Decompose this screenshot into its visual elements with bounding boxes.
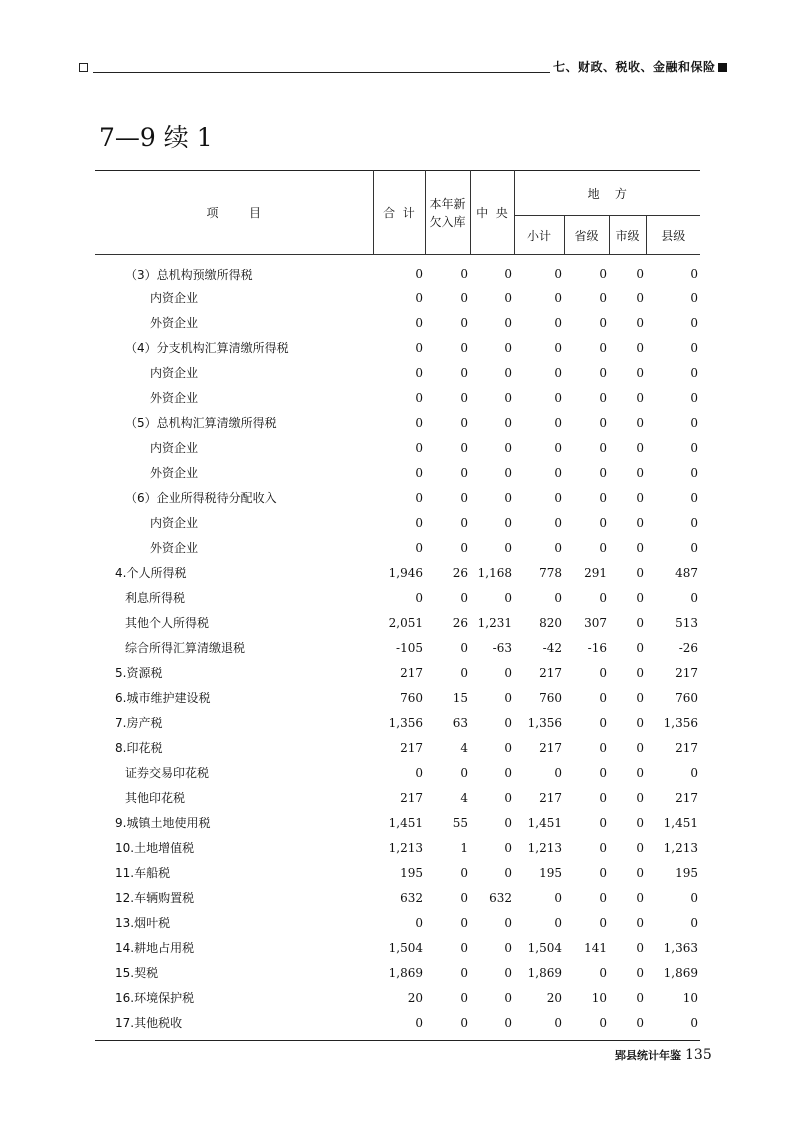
cell-local-city: 0 xyxy=(636,565,644,580)
cell-local-city: 0 xyxy=(636,415,644,430)
cell-arrears: 0 xyxy=(460,340,468,355)
cell-total: 2,051 xyxy=(388,615,423,630)
row-label: 13.烟叶税 xyxy=(115,916,171,930)
cell-local-subtotal: 820 xyxy=(539,615,562,630)
cell-local-province: 0 xyxy=(599,340,607,355)
cell-local-city: 0 xyxy=(636,440,644,455)
cell-local-province: 0 xyxy=(599,915,607,930)
cell-arrears: 0 xyxy=(460,465,468,480)
row-label: 15.契税 xyxy=(115,966,159,980)
cell-local-subtotal: 0 xyxy=(554,1015,562,1030)
cell-local-city: 0 xyxy=(636,390,644,405)
cell-total: 0 xyxy=(415,267,423,281)
table-row xyxy=(95,610,700,635)
cell-local-province: 0 xyxy=(599,290,607,305)
cell-total: -105 xyxy=(396,640,423,655)
cell-central: 0 xyxy=(504,590,512,605)
cell-arrears: 55 xyxy=(452,815,468,830)
cell-local-province: 0 xyxy=(599,365,607,380)
cell-local-county: 10 xyxy=(682,990,699,1005)
table-row xyxy=(95,635,700,660)
cell-local-province: 307 xyxy=(584,615,607,630)
cell-local-subtotal: 0 xyxy=(554,465,562,480)
cell-local-province: 291 xyxy=(584,565,607,580)
cell-local-subtotal: 0 xyxy=(554,267,562,281)
cell-local-province: 0 xyxy=(599,965,607,980)
cell-arrears: 0 xyxy=(460,540,468,555)
cell-central: 0 xyxy=(504,740,512,755)
row-label: 12.车辆购置税 xyxy=(115,891,195,905)
cell-arrears: 0 xyxy=(460,865,468,880)
cell-local-city: 0 xyxy=(636,865,644,880)
cell-local-province: 0 xyxy=(599,415,607,430)
row-label: （4）分支机构汇算清缴所得税 xyxy=(125,341,289,355)
col-header-local-subtotal: 小计 xyxy=(514,216,564,255)
cell-local-city: 0 xyxy=(636,540,644,555)
cell-arrears: 0 xyxy=(460,890,468,905)
cell-total: 1,946 xyxy=(388,565,423,580)
cell-local-province: 0 xyxy=(599,840,607,855)
cell-local-subtotal: 0 xyxy=(554,315,562,330)
row-label: 11.车船税 xyxy=(115,866,171,880)
cell-total: 217 xyxy=(400,740,423,755)
cell-local-county: 217 xyxy=(675,740,699,755)
row-label: 内资企业 xyxy=(150,291,199,305)
cell-local-province: -16 xyxy=(587,640,607,655)
cell-local-subtotal: 0 xyxy=(554,515,562,530)
cell-local-subtotal: 0 xyxy=(554,390,562,405)
cell-local-county: 0 xyxy=(690,415,699,430)
cell-total: 1,213 xyxy=(388,840,423,855)
cell-total: 195 xyxy=(400,865,423,880)
cell-local-subtotal: 1,451 xyxy=(527,815,562,830)
tax-table xyxy=(95,170,700,1041)
cell-local-city: 0 xyxy=(636,965,644,980)
cell-arrears: 0 xyxy=(460,490,468,505)
cell-local-county: 1,213 xyxy=(663,840,699,855)
cell-local-county: 0 xyxy=(690,915,699,930)
cell-arrears: 0 xyxy=(460,365,468,380)
cell-local-county: 1,869 xyxy=(663,965,699,980)
cell-local-subtotal: 760 xyxy=(539,690,562,705)
cell-local-county: 0 xyxy=(690,540,699,555)
cell-local-city: 0 xyxy=(636,315,644,330)
cell-local-province: 0 xyxy=(599,790,607,805)
col-header-local-county: 县级 xyxy=(646,216,700,255)
cell-local-city: 0 xyxy=(636,590,644,605)
row-label: 16.环境保护税 xyxy=(115,991,195,1005)
cell-local-county: 513 xyxy=(675,615,699,630)
cell-local-subtotal: 217 xyxy=(539,790,562,805)
cell-total: 0 xyxy=(415,765,423,780)
cell-central: 0 xyxy=(504,715,512,730)
row-label: 14.耕地占用税 xyxy=(115,941,195,955)
page-number: 135 xyxy=(685,1047,712,1063)
row-label: 5.资源税 xyxy=(115,666,163,680)
cell-local-subtotal: 0 xyxy=(554,290,562,305)
header-block-icon xyxy=(718,63,727,72)
cell-central: 0 xyxy=(504,790,512,805)
cell-local-city: 0 xyxy=(636,515,644,530)
table-row xyxy=(95,885,700,910)
cell-local-province: 0 xyxy=(599,740,607,755)
cell-local-county: 0 xyxy=(690,590,699,605)
cell-arrears: 0 xyxy=(460,940,468,955)
cell-local-city: 0 xyxy=(636,267,644,281)
cell-local-city: 0 xyxy=(636,290,644,305)
cell-local-county: -26 xyxy=(678,640,699,655)
cell-local-county: 0 xyxy=(690,465,699,480)
cell-central: 0 xyxy=(504,540,512,555)
cell-central: 0 xyxy=(504,690,512,705)
cell-arrears: 0 xyxy=(460,665,468,680)
cell-local-subtotal: 1,213 xyxy=(527,840,562,855)
row-label: 17.其他税收 xyxy=(115,1016,183,1030)
cell-central: 0 xyxy=(504,440,512,455)
cell-local-subtotal: 0 xyxy=(554,365,562,380)
cell-total: 632 xyxy=(400,890,423,905)
cell-arrears: 4 xyxy=(460,790,468,805)
table-row xyxy=(95,560,700,585)
cell-local-city: 0 xyxy=(636,815,644,830)
cell-central: 0 xyxy=(504,515,512,530)
cell-arrears: 0 xyxy=(460,315,468,330)
cell-local-province: 0 xyxy=(599,665,607,680)
row-label: （5）总机构汇算清缴所得税 xyxy=(125,416,277,430)
cell-local-province: 0 xyxy=(599,715,607,730)
table-title: 7—9 续 1 xyxy=(99,123,213,152)
cell-total: 0 xyxy=(415,465,423,480)
cell-central: 0 xyxy=(504,815,512,830)
col-header-total: 合 计 xyxy=(373,171,425,255)
cell-local-city: 0 xyxy=(636,765,644,780)
cell-local-county: 0 xyxy=(690,515,699,530)
cell-arrears: 63 xyxy=(452,715,468,730)
cell-local-county: 760 xyxy=(675,690,699,705)
table-row xyxy=(95,285,700,310)
cell-central: 0 xyxy=(504,965,512,980)
cell-central: 1,231 xyxy=(477,615,512,630)
row-label: （6）企业所得税待分配收入 xyxy=(125,491,277,505)
cell-local-subtotal: 217 xyxy=(539,665,562,680)
cell-local-subtotal: 1,869 xyxy=(527,965,562,980)
cell-total: 0 xyxy=(415,290,423,305)
table-row xyxy=(95,660,700,685)
row-label: 利息所得税 xyxy=(125,591,186,605)
chapter-header xyxy=(553,58,727,75)
cell-local-county: 0 xyxy=(690,340,699,355)
row-label: 综合所得汇算清缴退税 xyxy=(125,641,246,655)
table-body xyxy=(95,255,700,1041)
row-label: 其他印花税 xyxy=(125,791,186,805)
cell-local-city: 0 xyxy=(636,1015,644,1030)
cell-local-county: 217 xyxy=(675,790,699,805)
cell-local-city: 0 xyxy=(636,740,644,755)
cell-total: 217 xyxy=(400,665,423,680)
cell-total: 1,356 xyxy=(388,715,423,730)
cell-arrears: 1 xyxy=(460,840,468,855)
cell-arrears: 0 xyxy=(460,267,468,281)
row-label: 内资企业 xyxy=(150,366,199,380)
cell-central: 0 xyxy=(504,940,512,955)
cell-central: 632 xyxy=(489,890,512,905)
cell-total: 0 xyxy=(415,340,423,355)
table-row xyxy=(95,810,700,835)
col-header-local: 地 方 xyxy=(514,171,700,216)
cell-local-province: 0 xyxy=(599,1015,607,1030)
cell-local-city: 0 xyxy=(636,365,644,380)
row-label: 内资企业 xyxy=(150,441,199,455)
table-row xyxy=(95,710,700,735)
cell-local-county: 1,451 xyxy=(663,815,699,830)
cell-central: 0 xyxy=(504,290,512,305)
cell-central: 0 xyxy=(504,915,512,930)
table-row xyxy=(95,860,700,885)
cell-total: 20 xyxy=(407,990,423,1005)
cell-total: 1,504 xyxy=(388,940,423,955)
cell-local-subtotal: 1,504 xyxy=(527,940,562,955)
cell-total: 0 xyxy=(415,390,423,405)
cell-local-county: 217 xyxy=(675,665,699,680)
cell-total: 0 xyxy=(415,1015,423,1030)
col-header-central: 中 央 xyxy=(470,171,514,255)
cell-total: 0 xyxy=(415,590,423,605)
col-header-arrears: 本年新欠入库 xyxy=(425,171,470,255)
table-row xyxy=(95,510,700,535)
cell-local-province: 0 xyxy=(599,267,607,281)
cell-local-county: 0 xyxy=(690,765,699,780)
cell-local-subtotal: 0 xyxy=(554,765,562,780)
cell-arrears: 0 xyxy=(460,440,468,455)
cell-local-subtotal: 1,356 xyxy=(527,715,562,730)
cell-local-subtotal: 20 xyxy=(546,990,562,1005)
cell-local-county: 0 xyxy=(690,390,699,405)
cell-local-city: 0 xyxy=(636,640,644,655)
cell-total: 0 xyxy=(415,515,423,530)
table-row xyxy=(95,685,700,710)
table-row xyxy=(95,935,700,960)
cell-local-province: 10 xyxy=(591,990,607,1005)
col-header-local-province: 省级 xyxy=(564,216,609,255)
cell-local-city: 0 xyxy=(636,465,644,480)
cell-local-city: 0 xyxy=(636,915,644,930)
cell-central: 0 xyxy=(504,340,512,355)
cell-central: 0 xyxy=(504,840,512,855)
table-row xyxy=(95,760,700,785)
cell-arrears: 0 xyxy=(460,990,468,1005)
cell-arrears: 0 xyxy=(460,1015,468,1030)
cell-arrears: 0 xyxy=(460,915,468,930)
book-title: 郢县统计年鉴 xyxy=(615,1049,681,1062)
cell-local-city: 0 xyxy=(636,790,644,805)
cell-local-county: 0 xyxy=(690,315,699,330)
cell-local-province: 0 xyxy=(599,515,607,530)
cell-arrears: 26 xyxy=(452,565,468,580)
cell-arrears: 15 xyxy=(452,690,468,705)
cell-local-city: 0 xyxy=(636,690,644,705)
cell-local-city: 0 xyxy=(636,890,644,905)
cell-central: 1,168 xyxy=(477,565,512,580)
cell-local-county: 0 xyxy=(690,1015,699,1030)
chapter-title: 七、财政、税收、金融和保险 xyxy=(553,60,716,74)
cell-arrears: 0 xyxy=(460,965,468,980)
cell-central: 0 xyxy=(504,365,512,380)
cell-local-province: 0 xyxy=(599,390,607,405)
cell-local-province: 0 xyxy=(599,865,607,880)
cell-central: 0 xyxy=(504,415,512,430)
cell-local-county: 195 xyxy=(675,865,699,880)
table-row xyxy=(95,435,700,460)
cell-local-subtotal: 0 xyxy=(554,490,562,505)
cell-local-subtotal: 0 xyxy=(554,540,562,555)
col-header-item: 项 目 xyxy=(206,206,262,220)
cell-central: 0 xyxy=(504,315,512,330)
cell-total: 217 xyxy=(400,790,423,805)
table-row xyxy=(95,785,700,810)
cell-total: 0 xyxy=(415,365,423,380)
row-label: 外资企业 xyxy=(150,466,199,480)
row-label: 证券交易印花税 xyxy=(125,766,210,780)
row-label: 外资企业 xyxy=(150,391,199,405)
cell-central: 0 xyxy=(504,990,512,1005)
cell-central: 0 xyxy=(504,1015,512,1030)
cell-central: -63 xyxy=(492,640,512,655)
cell-total: 0 xyxy=(415,440,423,455)
table-row xyxy=(95,960,700,985)
cell-total: 0 xyxy=(415,315,423,330)
cell-arrears: 0 xyxy=(460,640,468,655)
cell-local-city: 0 xyxy=(636,615,644,630)
row-label: 9.城镇土地使用税 xyxy=(115,816,211,830)
row-label: 6.城市维护建设税 xyxy=(115,691,211,705)
table-row xyxy=(95,835,700,860)
cell-local-city: 0 xyxy=(636,840,644,855)
cell-central: 0 xyxy=(504,267,512,281)
cell-local-province: 0 xyxy=(599,690,607,705)
cell-arrears: 0 xyxy=(460,415,468,430)
cell-local-province: 0 xyxy=(599,540,607,555)
row-label: 4.个人所得税 xyxy=(115,566,187,580)
cell-arrears: 4 xyxy=(460,740,468,755)
cell-local-province: 0 xyxy=(599,490,607,505)
cell-arrears: 26 xyxy=(452,615,468,630)
cell-local-province: 0 xyxy=(599,315,607,330)
cell-central: 0 xyxy=(504,765,512,780)
table-row xyxy=(95,360,700,385)
cell-local-county: 1,356 xyxy=(663,715,699,730)
table-row xyxy=(95,585,700,610)
table-row xyxy=(95,335,700,360)
row-label: 10.土地增值税 xyxy=(115,841,195,855)
cell-arrears: 0 xyxy=(460,290,468,305)
table-row xyxy=(95,735,700,760)
cell-total: 1,451 xyxy=(388,815,423,830)
cell-total: 1,869 xyxy=(388,965,423,980)
cell-central: 0 xyxy=(504,665,512,680)
cell-local-county: 487 xyxy=(675,565,699,580)
cell-local-subtotal: 0 xyxy=(554,915,562,930)
row-label: （3）总机构预缴所得税 xyxy=(125,267,253,282)
table-row xyxy=(95,385,700,410)
row-label: 外资企业 xyxy=(150,541,199,555)
cell-local-city: 0 xyxy=(636,665,644,680)
cell-local-province: 0 xyxy=(599,890,607,905)
table-row xyxy=(95,310,700,335)
cell-local-county: 1,363 xyxy=(663,940,699,955)
cell-local-county: 0 xyxy=(690,365,699,380)
cell-local-province: 0 xyxy=(599,440,607,455)
table-row xyxy=(95,485,700,510)
cell-local-county: 0 xyxy=(690,440,699,455)
table-row xyxy=(95,255,700,286)
table-row xyxy=(95,1010,700,1041)
cell-central: 0 xyxy=(504,465,512,480)
cell-local-subtotal: 0 xyxy=(554,415,562,430)
cell-central: 0 xyxy=(504,865,512,880)
cell-local-province: 0 xyxy=(599,590,607,605)
row-label: 7.房产税 xyxy=(115,716,163,730)
cell-local-subtotal: 0 xyxy=(554,440,562,455)
cell-local-city: 0 xyxy=(636,990,644,1005)
cell-local-county: 0 xyxy=(690,267,699,281)
cell-total: 0 xyxy=(415,415,423,430)
cell-arrears: 0 xyxy=(460,390,468,405)
cell-central: 0 xyxy=(504,490,512,505)
cell-local-subtotal: 0 xyxy=(554,340,562,355)
cell-central: 0 xyxy=(504,390,512,405)
cell-total: 0 xyxy=(415,915,423,930)
cell-local-subtotal: 217 xyxy=(539,740,562,755)
header-rule xyxy=(93,72,550,73)
cell-local-subtotal: -42 xyxy=(542,640,562,655)
table-row xyxy=(95,410,700,435)
row-label: 其他个人所得税 xyxy=(125,616,210,630)
cell-total: 0 xyxy=(415,540,423,555)
table-row xyxy=(95,535,700,560)
cell-arrears: 0 xyxy=(460,590,468,605)
row-label: 8.印花税 xyxy=(115,741,163,755)
table-row xyxy=(95,910,700,935)
cell-local-province: 141 xyxy=(584,940,607,955)
cell-local-subtotal: 195 xyxy=(539,865,562,880)
cell-local-county: 0 xyxy=(690,290,699,305)
cell-total: 0 xyxy=(415,490,423,505)
cell-local-subtotal: 0 xyxy=(554,590,562,605)
cell-local-subtotal: 0 xyxy=(554,890,562,905)
table-row xyxy=(95,985,700,1010)
row-label: 外资企业 xyxy=(150,316,199,330)
col-header-local-city: 市级 xyxy=(609,216,646,255)
cell-local-county: 0 xyxy=(690,890,699,905)
table-row xyxy=(95,460,700,485)
cell-arrears: 0 xyxy=(460,765,468,780)
row-label: 内资企业 xyxy=(150,516,199,530)
header-square-icon xyxy=(79,63,88,72)
cell-local-province: 0 xyxy=(599,765,607,780)
cell-total: 760 xyxy=(400,690,423,705)
cell-local-county: 0 xyxy=(690,490,699,505)
cell-local-subtotal: 778 xyxy=(539,565,562,580)
cell-local-city: 0 xyxy=(636,940,644,955)
cell-local-province: 0 xyxy=(599,815,607,830)
cell-local-province: 0 xyxy=(599,465,607,480)
cell-local-city: 0 xyxy=(636,340,644,355)
cell-local-city: 0 xyxy=(636,715,644,730)
page-footer xyxy=(615,1044,712,1063)
cell-local-city: 0 xyxy=(636,490,644,505)
cell-arrears: 0 xyxy=(460,515,468,530)
